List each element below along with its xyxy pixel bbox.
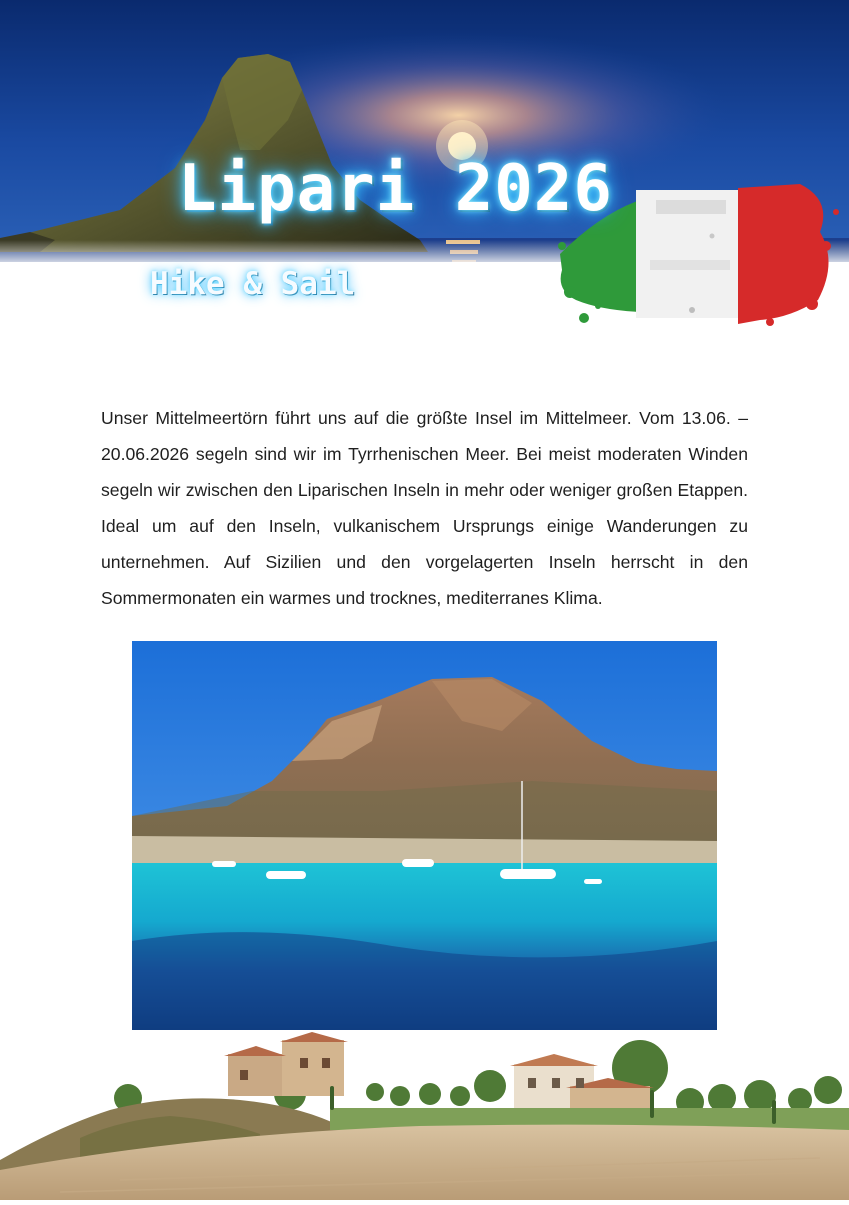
intro-paragraph: Unser Mittelmeertörn führt uns auf die größte Insel im Mittelmeer. Vom 13.06. – 20.06.2026 segeln sind wir im Tyrrhenischen Meer. Bei meist moderaten Winden segeln wir zwischen den Liparischen Inseln in mehr oder weniger großen Etappen. Ideal um auf den Inseln, vulkanischem Ursprungs einige Wanderungen zu unternehmen. Auf Sizilien und den vorgelagerten Inseln herrscht in den Sommermonaten ein warmes und trocknes, mediterranes Klima. — [101, 408, 748, 608]
header-banner — [0, 0, 849, 340]
footer-landscape — [0, 1030, 849, 1200]
island-bay-image — [132, 641, 717, 1030]
island-bay-photo — [132, 641, 717, 1030]
left-farmhouse — [224, 1032, 348, 1096]
tuscan-farmhouse-image — [0, 1030, 849, 1200]
page-title: Lipari 2026 — [178, 152, 613, 226]
page-subtitle: Hike & Sail — [150, 266, 356, 302]
